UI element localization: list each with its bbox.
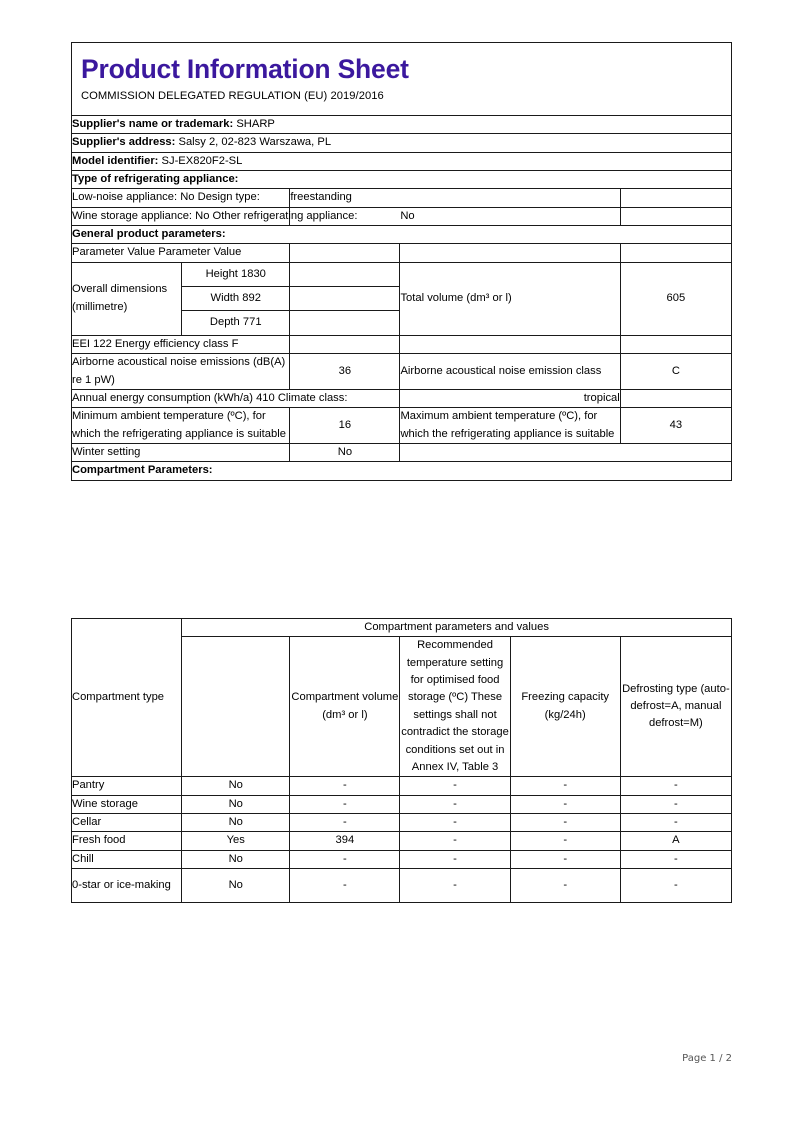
dimensions-subtable <box>182 263 289 335</box>
wine-storage-label-cell <box>72 207 358 225</box>
compartment-type: Fresh food <box>72 832 182 850</box>
annual-energy-row <box>72 389 732 407</box>
compartment-freezing: - <box>510 813 620 831</box>
parameter-header-cell <box>72 244 290 262</box>
compartment-freezing: - <box>510 850 620 868</box>
supplier-name-row <box>72 115 732 133</box>
dimension-width <box>182 287 289 311</box>
dimension-height-name: Height <box>205 267 238 280</box>
compartment-volume: - <box>290 795 400 813</box>
compartment-temp: - <box>400 813 510 831</box>
compartment-temp-header-cell <box>400 637 510 777</box>
winter-setting-value: No <box>337 445 353 458</box>
eei-label: EEI 122 Energy efficiency class F <box>72 337 239 350</box>
dimensions-blank-3 <box>290 311 399 335</box>
winter-setting-label: Winter setting <box>72 445 141 458</box>
eei-blank-2 <box>400 335 620 353</box>
dimension-width-name: Width <box>210 292 240 305</box>
wine-storage-row <box>72 207 732 225</box>
winter-setting-label-cell <box>72 443 290 461</box>
dimension-width-row <box>182 287 289 311</box>
dimension-height-value: 1830 <box>241 267 266 280</box>
compartment-freezing-header: Freezing capacity (kg/24h) <box>521 691 610 721</box>
max-temp-label: Maximum ambient temperature (ºC), for which the refrigerating appliance is suitable <box>400 410 615 440</box>
winter-setting-value-cell <box>290 443 400 461</box>
compartment-freezing: - <box>510 777 620 795</box>
eei-label-cell <box>72 335 290 353</box>
dimension-height <box>182 263 289 287</box>
dimensions-blank-cell <box>290 262 400 335</box>
other-appliance-value-cell <box>290 207 620 225</box>
compartment-heading: Compartment Parameters: <box>72 464 213 477</box>
parameter-header-blank-1 <box>290 244 400 262</box>
compartment-defrost: - <box>620 813 731 831</box>
winter-setting-blank <box>400 443 732 461</box>
sheet-table <box>71 42 732 481</box>
min-temp-value-cell <box>290 408 400 444</box>
compartment-defrost: - <box>620 777 731 795</box>
dimensions-blank-subtable <box>290 263 399 335</box>
supplier-address-value: Salsy 2, 02-823 Warszawa, PL <box>178 136 332 149</box>
dimensions-values-cell <box>182 262 290 335</box>
title-cell <box>72 43 732 116</box>
supplier-address-row <box>72 134 732 152</box>
compartment-temp: - <box>400 850 510 868</box>
noise-row <box>72 354 732 390</box>
compartment-table <box>71 618 732 903</box>
parameter-header-label: Parameter Value Parameter Value <box>72 246 242 259</box>
min-temp-label: Minimum ambient temperature (ºC), for which the refrigerating appliance is suitable <box>72 410 286 440</box>
compartment-freezing: - <box>510 869 620 903</box>
table-row <box>72 869 732 903</box>
noise-value: 36 <box>338 364 352 377</box>
compartment-present-header-cell <box>182 637 290 777</box>
total-volume-label-cell <box>400 262 620 335</box>
table-row <box>72 813 732 831</box>
compartment-defrost: - <box>620 795 731 813</box>
design-type-value: freestanding <box>290 191 352 204</box>
max-temp-value: 43 <box>669 418 683 431</box>
compartment-heading-cell <box>72 462 732 480</box>
compartment-group-header: Compartment parameters and values <box>364 621 549 633</box>
low-noise-spacer-cell <box>620 189 731 207</box>
annual-energy-blank <box>620 389 731 407</box>
winter-setting-row <box>72 443 732 461</box>
eei-blank-1 <box>290 335 400 353</box>
parameter-header-blank-2 <box>400 244 620 262</box>
supplier-address-cell <box>72 134 732 152</box>
compartment-temp: - <box>400 869 510 903</box>
total-volume-label: Total volume (dm³ or l) <box>400 292 512 305</box>
compartment-defrost: - <box>620 850 731 868</box>
dimensions-label: Overall dimensions (millimetre) <box>72 283 168 313</box>
model-identifier-value: SJ-EX820F2-SL <box>161 154 243 167</box>
table-row <box>72 777 732 795</box>
dimension-depth-name: Depth <box>209 316 240 329</box>
supplier-name-value: SHARP <box>236 117 275 130</box>
compartment-group-header-row <box>72 619 732 637</box>
dimension-width-value: 892 <box>242 292 261 305</box>
wine-storage-spacer-cell <box>620 207 731 225</box>
other-appliance-value: No <box>400 209 415 222</box>
design-type-value-cell <box>290 189 620 207</box>
model-identifier-label: Model identifier: <box>72 154 159 167</box>
compartment-present: No <box>182 795 290 813</box>
climate-class-value-cell <box>400 389 620 407</box>
page-title: Product Information Sheet <box>81 54 409 84</box>
total-volume-value-cell <box>620 262 731 335</box>
parameter-header-row <box>72 244 732 262</box>
general-params-heading-row <box>72 225 732 243</box>
supplier-name-cell <box>72 115 732 133</box>
noise-value-cell <box>290 354 400 390</box>
compartment-temp: - <box>400 777 510 795</box>
compartment-present: Yes <box>182 832 290 850</box>
compartment-type-header-cell <box>72 619 182 777</box>
compartment-defrost-header: Defrosting type (auto-defrost=A, manual defrost=M) <box>622 682 730 730</box>
eei-blank-3 <box>620 335 731 353</box>
title-row <box>72 43 732 116</box>
total-volume-value: 605 <box>666 292 686 305</box>
dimension-depth-value: 771 <box>242 316 262 329</box>
noise-class-label-cell <box>400 354 620 390</box>
annual-energy-label-cell <box>72 389 400 407</box>
compartment-present: No <box>182 850 290 868</box>
compartment-type: Pantry <box>72 777 182 795</box>
dimension-depth-row <box>182 311 289 335</box>
eei-row <box>72 335 732 353</box>
dimensions-blank-1 <box>290 263 399 287</box>
compartment-type-header: Compartment type <box>72 690 165 703</box>
compartment-present: No <box>182 777 290 795</box>
supplier-address-label: Supplier's address: <box>72 136 176 149</box>
min-temp-label-cell <box>72 408 290 444</box>
dimension-height-row <box>182 263 289 287</box>
compartment-type: 0-star or ice-making <box>72 869 182 903</box>
dimension-depth <box>182 311 289 335</box>
compartment-volume-header: Compartment volume (dm³ or l) <box>291 691 399 721</box>
compartment-defrost: - <box>620 869 731 903</box>
compartment-present: No <box>182 869 290 903</box>
compartment-group-header-cell <box>182 619 732 637</box>
max-temp-value-cell <box>620 408 731 444</box>
parameter-header-blank-3 <box>620 244 731 262</box>
compartment-temp: - <box>400 795 510 813</box>
compartment-volume-header-cell <box>290 637 400 777</box>
appliance-type-heading: Type of refrigerating appliance: <box>72 172 239 185</box>
compartment-temp: - <box>400 832 510 850</box>
annual-energy-label: Annual energy consumption (kWh/a) 410 Climate class: <box>72 391 348 404</box>
appliance-type-heading-cell <box>72 170 732 188</box>
compartment-freezing: - <box>510 832 620 850</box>
compartment-freezing-header-cell <box>510 637 620 777</box>
compartment-volume: - <box>290 777 400 795</box>
low-noise-row <box>72 189 732 207</box>
noise-class-value-cell <box>620 354 731 390</box>
appliance-type-heading-row <box>72 170 732 188</box>
max-temp-label-cell <box>400 408 620 444</box>
compartment-type: Wine storage <box>72 795 182 813</box>
regulation-subtitle: COMMISSION DELEGATED REGULATION (EU) 2019/2016 <box>81 90 384 103</box>
compartment-type: Chill <box>72 850 182 868</box>
compartment-freezing: - <box>510 795 620 813</box>
min-temp-value: 16 <box>338 418 352 431</box>
compartment-volume: - <box>290 869 400 903</box>
noise-label: Airborne acoustical noise emissions (dB(A) re 1 pW) <box>72 356 286 386</box>
table-row <box>72 850 732 868</box>
compartment-temp-header: Recommended temperature setting for optimised food storage (ºC) These settings shall not contradict the storage conditions set out in Annex IV, Table 3 <box>401 639 509 773</box>
compartment-volume: - <box>290 850 400 868</box>
low-noise-label: Low-noise appliance: No Design type: <box>72 191 260 204</box>
dimensions-row <box>72 262 732 335</box>
climate-class-value: tropical <box>583 391 620 404</box>
wine-storage-label: Wine storage appliance: No Other refrigerating appliance: <box>72 209 358 222</box>
ambient-temperature-row <box>72 408 732 444</box>
dimensions-blank-2 <box>290 287 399 311</box>
noise-class-value: C <box>671 364 680 377</box>
model-identifier-cell <box>72 152 732 170</box>
noise-label-cell <box>72 354 290 390</box>
model-identifier-row <box>72 152 732 170</box>
table-row <box>72 832 732 850</box>
compartment-type: Cellar <box>72 813 182 831</box>
dimensions-label-cell <box>72 262 182 335</box>
compartment-present: No <box>182 813 290 831</box>
compartment-heading-row <box>72 462 732 480</box>
low-noise-label-cell <box>72 189 290 207</box>
compartment-volume: - <box>290 813 400 831</box>
page-footer: Page 1 / 2 <box>682 1053 732 1064</box>
compartment-volume: 394 <box>290 832 400 850</box>
compartment-defrost: A <box>620 832 731 850</box>
noise-class-label: Airborne acoustical noise emission class <box>400 364 602 377</box>
general-params-heading: General product parameters: <box>72 227 226 240</box>
table-row <box>72 795 732 813</box>
supplier-name-label: Supplier's name or trademark: <box>72 117 234 130</box>
general-params-heading-cell <box>72 225 732 243</box>
compartment-defrost-header-cell <box>620 637 731 777</box>
